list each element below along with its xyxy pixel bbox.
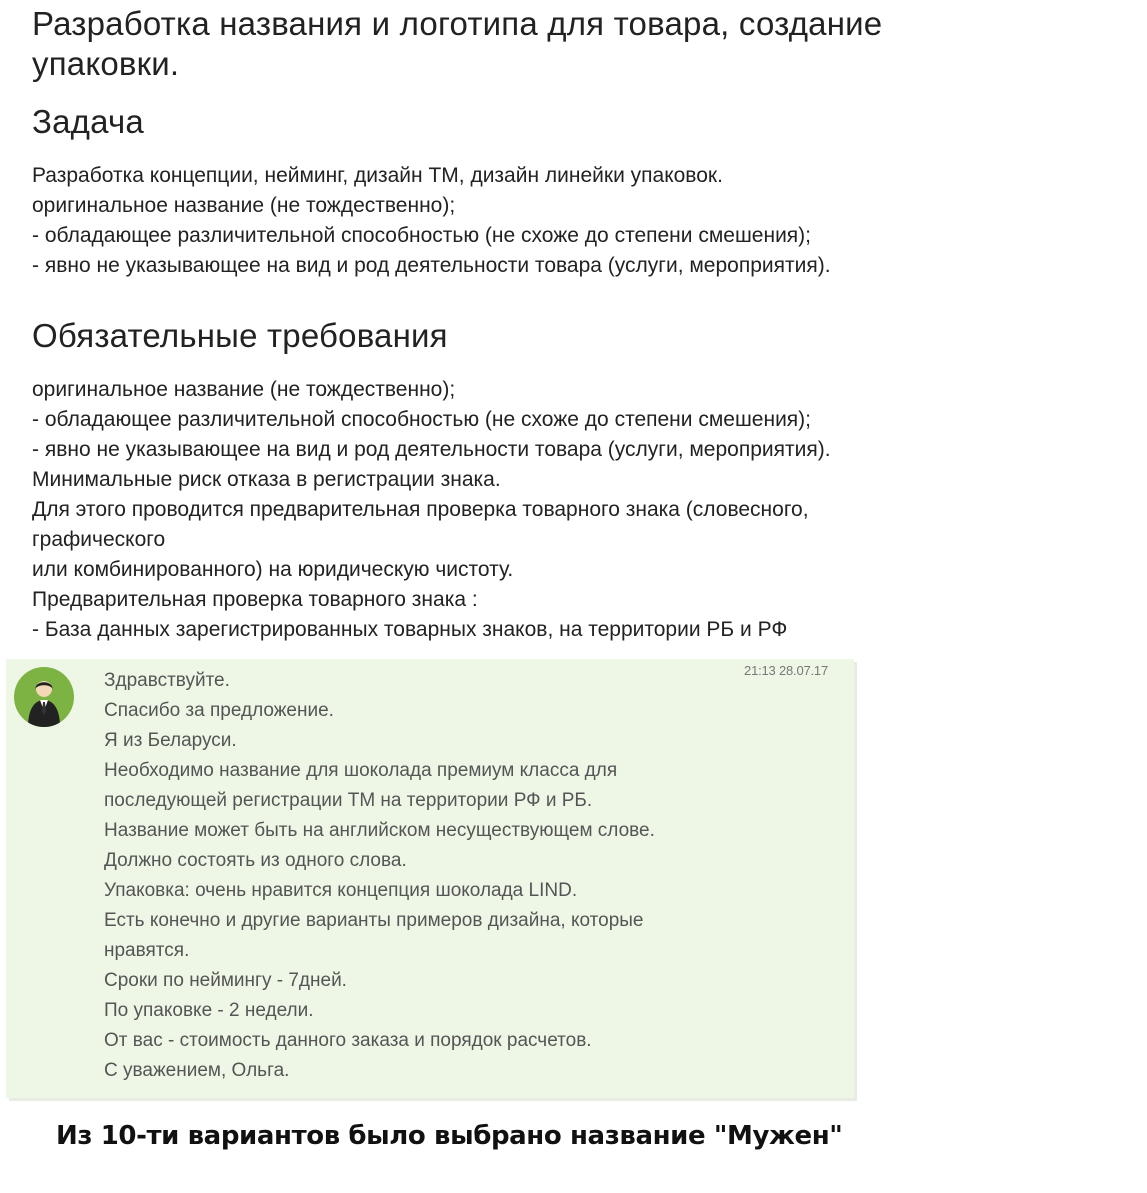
task-heading: Задача [32, 103, 144, 140]
requirements-heading: Обязательные требования [32, 317, 448, 354]
requirement-line: - База данных зарегистрированных товарных знаков, на территории РБ и РФ [32, 618, 788, 641]
message-line: От вас - стоимость данного заказа и порядок расчетов. [104, 1030, 592, 1051]
message-timestamp: 21:13 28.07.17 [744, 663, 828, 678]
requirement-line: Предварительная проверка товарного знака : [32, 588, 478, 611]
page-title: Разработка названия и логотипа для товара, создание упаковки. [32, 5, 883, 82]
requirement-line: Для этого проводится предварительная проверка товарного знака (словесного, [32, 498, 809, 521]
message-line: Название может быть на английском несуществующем слове. [104, 820, 655, 841]
message-line: Упаковка: очень нравится концепция шоколада LIND. [104, 880, 578, 901]
requirements-description [32, 375, 1032, 645]
message-line: Есть конечно и другие варианты примеров дизайна, которые [104, 910, 644, 931]
requirement-line: - явно не указывающее на вид и род деятельности товара (услуги, мероприятия). [32, 438, 831, 461]
task-line: - обладающее различительной способностью (не схоже до степени смешения); [32, 224, 812, 247]
task-line: оригинальное название (не тождественно); [32, 194, 456, 217]
message-line: Спасибо за предложение. [104, 700, 334, 721]
requirement-line: графического [32, 528, 166, 551]
requirement-line: Минимальные риск отказа в регистрации знака. [32, 468, 501, 491]
message-line: Я из Беларуси. [104, 730, 237, 751]
message-body [104, 666, 804, 1086]
message-line: нравятся. [104, 940, 190, 961]
requirement-line: - обладающее различительной способностью (не схоже до степени смешения); [32, 408, 812, 431]
message-line: С уважением, Ольга. [104, 1060, 290, 1081]
task-line: - явно не указывающее на вид и род деятельности товара (услуги, мероприятия). [32, 254, 831, 277]
requirement-line: оригинальное название (не тождественно); [32, 378, 456, 401]
message-line: Здравствуйте. [104, 670, 230, 691]
requirement-line: или комбинированного) на юридическую чистоту. [32, 558, 514, 581]
message-line: По упаковке - 2 недели. [104, 1000, 314, 1021]
chat-message [6, 659, 854, 1098]
task-line: Разработка концепции, нейминг, дизайн ТМ, дизайн линейки упаковок. [32, 164, 723, 187]
conclusion-text: Из 10-ти вариантов было выбрано название "Мужен" [56, 1121, 843, 1151]
message-line: Необходимо название для шоколада премиум класса для [104, 760, 618, 781]
message-line: последующей регистрации ТМ на территории РФ и РБ. [104, 790, 593, 811]
message-line: Сроки по неймингу - 7дней. [104, 970, 347, 991]
user-avatar-icon[interactable] [14, 667, 74, 727]
message-line: Должно состоять из одного слова. [104, 850, 407, 871]
task-description [32, 161, 1032, 281]
